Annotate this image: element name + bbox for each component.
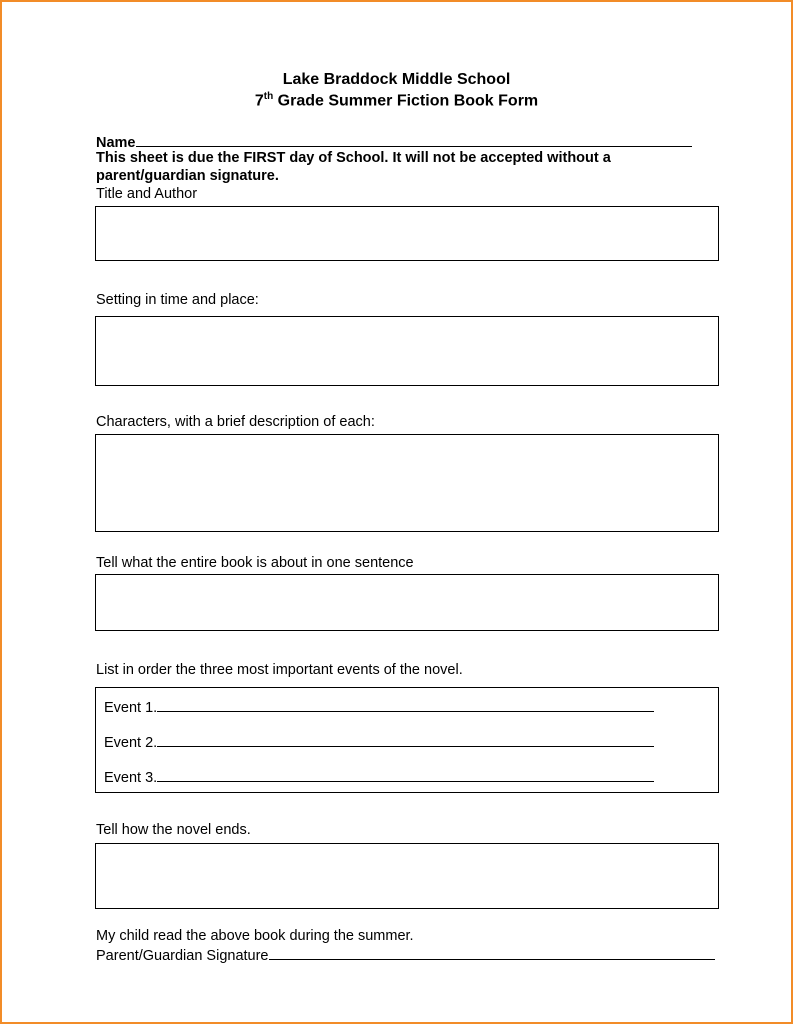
name-label: Name [96, 135, 136, 151]
one-sentence-box[interactable] [95, 574, 719, 631]
one-sentence-label: Tell what the entire book is about in one sentence [96, 555, 414, 571]
notice-line-2: parent/guardian signature. [96, 168, 279, 184]
event-1-field[interactable] [104, 698, 654, 716]
grade-number: 7 [254, 92, 264, 110]
characters-box[interactable] [95, 434, 719, 532]
signature-field[interactable] [96, 946, 715, 964]
characters-label: Characters, with a brief description of each: [96, 414, 375, 430]
event-1-label: Event 1. [104, 700, 158, 716]
school-name: Lake Braddock Middle School [282, 71, 511, 88]
name-field[interactable] [96, 133, 692, 151]
event-2-line[interactable] [157, 733, 654, 747]
title-author-box[interactable] [95, 206, 719, 261]
signature-label: Parent/Guardian Signature [96, 948, 269, 964]
grade-suffix: th [263, 91, 274, 102]
setting-box[interactable] [95, 316, 719, 386]
title-author-label: Title and Author [96, 186, 198, 202]
ending-label: Tell how the novel ends. [96, 822, 251, 838]
event-1-line[interactable] [157, 698, 654, 712]
signature-statement: My child read the above book during the summer. [96, 928, 414, 944]
form-title-text: Grade Summer Fiction Book Form [277, 92, 539, 110]
notice-line-1: This sheet is due the FIRST day of School. It will not be accepted without a [96, 150, 611, 166]
event-2-field[interactable] [104, 733, 654, 751]
event-3-line[interactable] [157, 768, 654, 782]
event-3-label: Event 3. [104, 770, 158, 786]
signature-line[interactable] [269, 946, 715, 960]
setting-label: Setting in time and place: [96, 292, 259, 308]
name-line[interactable] [136, 133, 692, 147]
form-title [0, 91, 793, 110]
events-prompt-label: List in order the three most important events of the novel. [96, 662, 463, 678]
ending-box[interactable] [95, 843, 719, 909]
event-3-field[interactable] [104, 768, 654, 786]
event-2-label: Event 2. [104, 735, 158, 751]
